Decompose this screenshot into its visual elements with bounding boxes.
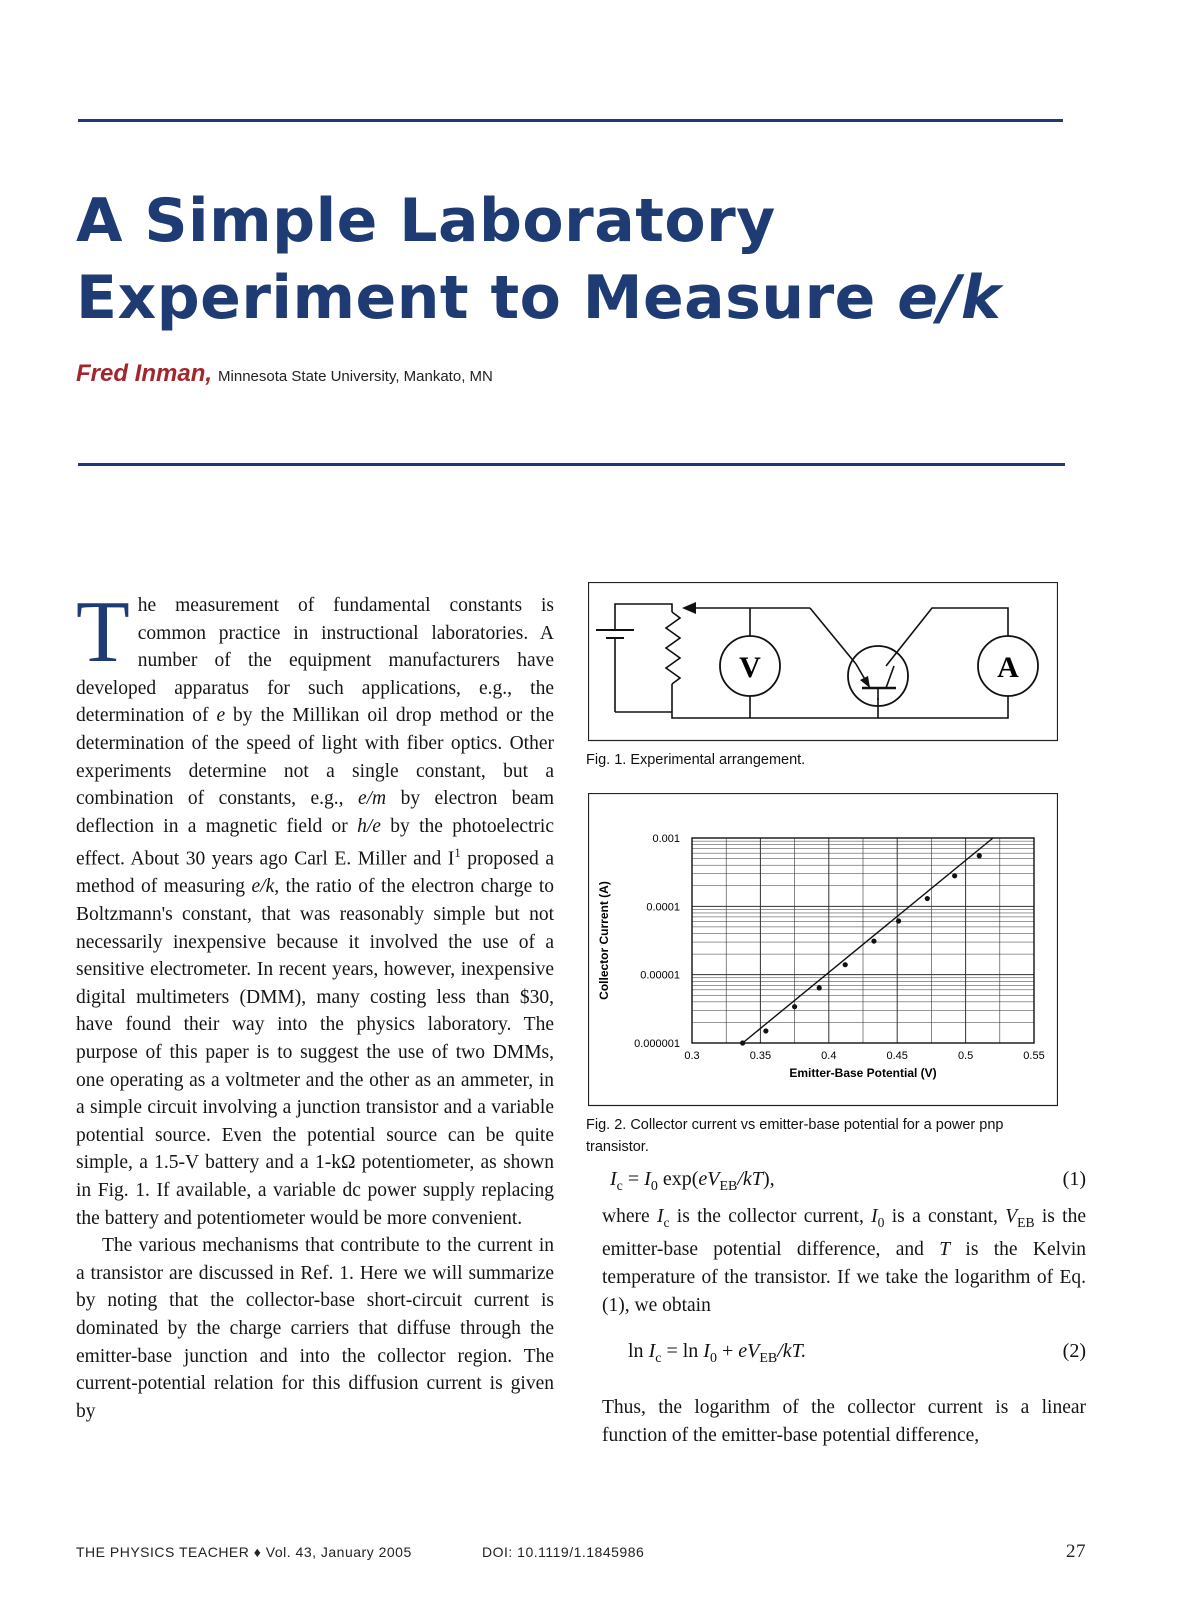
eq1-kt: /kT [737, 1168, 763, 1190]
equation-2-number: (2) [1062, 1340, 1086, 1362]
figure-1 [588, 582, 1058, 742]
p3-c: is a constant, [884, 1206, 1006, 1227]
data-point [977, 853, 982, 858]
eq2-ln: ln [628, 1340, 649, 1362]
circuit-diagram [588, 582, 1058, 742]
eq2-i0: I [703, 1340, 710, 1362]
data-point [817, 985, 822, 990]
emitter-arrow-icon [860, 676, 870, 688]
p3-e: is the Kelvin temperature of the transistor. If we take the logarithm of Eq. (1), we obtain [602, 1239, 1086, 1316]
p3-a: where [602, 1206, 657, 1227]
article-title [76, 183, 1086, 337]
y-axis-label: Collector Current (A) [597, 881, 611, 1000]
p3-i0: I [871, 1206, 878, 1227]
eq2-body [628, 1340, 807, 1366]
title-ek: e/k [897, 263, 1002, 333]
circuit-wires [596, 604, 1008, 718]
y-tick-label: 0.0001 [646, 901, 680, 914]
figure-1-caption: Fig. 1. Experimental arrangement. [586, 752, 806, 768]
x-tick-label: 0.5 [957, 1050, 974, 1062]
wire-to-transistor-emitter [810, 608, 856, 664]
eq2-eb: EB [759, 1351, 778, 1366]
eq1-eb: EB [719, 1179, 738, 1194]
wire-bottom-common [672, 698, 878, 718]
page-number: 27 [1066, 1541, 1086, 1562]
eq1-ic: I [610, 1168, 617, 1190]
paragraph-3 [602, 1203, 1086, 1319]
x-axis-label: Emitter-Base Potential (V) [789, 1066, 937, 1080]
eq2-ev: eV [738, 1340, 760, 1362]
chart-svg [588, 793, 1058, 1107]
reference-marker[interactable]: 1 [454, 846, 461, 861]
column-left [76, 584, 555, 1425]
eq1-ic-sub: c [616, 1179, 623, 1194]
p1-em: e/m [357, 788, 387, 810]
title-line-2-text: Experiment to Measure [76, 263, 898, 333]
eq1-eq: = [622, 1168, 645, 1190]
drop-cap: T [76, 584, 130, 681]
data-point [925, 896, 930, 901]
eq2-plus: + [716, 1340, 739, 1362]
p3-d: is the emitter-base potential difference, and [602, 1206, 1086, 1261]
p1-c: by electron beam deflection in a magnetic field or [76, 788, 554, 837]
wire-ammeter-bottom [878, 694, 1008, 718]
title-line-2 [76, 260, 1086, 337]
y-tick-labels [634, 833, 680, 1050]
data-point [763, 1028, 768, 1033]
p3-i0-sub: 0 [877, 1214, 885, 1230]
p1-f: , the ratio of the electron charge to Boltzmann's constant, that was reasonably simple but not necessarily inexpensive because it involved the use of a sensitive electrometer. In recent years, however, inexpensive digital multimeters (DMM), many costing less than $30, have found their way into the physics laboratory. The purpose of this paper is to suggest the use of two DMMs, one operating as a voltmeter and the other as an ammeter, in a simple circuit involving a junction transistor and a variable potential source. Even the potential source can be quite simple, a 1.5-V battery and a 1-kΩ potentiometer, as shown in Fig. 1. If available, a variable dc power supply replacing the battery and potentiometer would be more convenient. [76, 876, 554, 1229]
p1-e2: proposed a method of measuring [76, 848, 554, 898]
p1-a: he measurement of fundamental constants is common practice in instructional laboratories. A number of the equipment manufacturers have developed apparatus for such applications, e.g., the determination of [76, 595, 554, 727]
header-bottom-rule [78, 463, 1065, 466]
footer-doi[interactable]: DOI: 10.1119/1.1845986 [482, 1544, 645, 1560]
eq1-exp: exp( [657, 1168, 699, 1190]
wiper-arrow-icon [682, 602, 696, 614]
eq2-ic: I [648, 1340, 656, 1362]
chart-grid [692, 838, 1034, 1043]
potentiometer [666, 612, 680, 684]
p3-ic: I [656, 1206, 664, 1227]
p1-he: h/e [357, 815, 381, 837]
author-affiliation: Minnesota State University, Mankato, MN [218, 368, 493, 385]
top-rule [78, 119, 1063, 122]
data-point [792, 1004, 797, 1009]
x-tick-labels [684, 1050, 1044, 1062]
paragraph-4: Thus, the logarithm of the collector current is a linear function of the emitter-base potential difference, [602, 1397, 1086, 1446]
eq1-end: ), [762, 1168, 775, 1190]
p1-ek: e/k [251, 876, 275, 898]
x-tick-label: 0.3 [684, 1050, 700, 1062]
voltmeter-label: V [739, 651, 761, 684]
equation-1-number: (1) [1062, 1168, 1086, 1190]
p3-b: is the collector current, [669, 1206, 872, 1227]
p3-v-sub: EB [1017, 1214, 1035, 1230]
eq1-body [610, 1168, 775, 1194]
x-tick-label: 0.4 [821, 1050, 837, 1062]
page-footer [76, 1541, 1086, 1562]
equation-1 [602, 1168, 1086, 1195]
y-tick-label: 0.001 [652, 833, 680, 845]
paragraph-2: The various mechanisms that contribute to the current in a transistor are discussed in Ref. 1. Here we will summarize by noting that the collector-base short-circuit current is dominated by the charge carriers that diffuse through the emitter-base junction and into the collector region. The current-potential relation for this diffusion current is given by [76, 1235, 554, 1422]
data-points [740, 853, 982, 1045]
y-tick-label: 0.00001 [640, 969, 680, 982]
eq2-ic-sub: c [655, 1351, 662, 1366]
data-point [952, 873, 957, 878]
eq2-mid: = ln [661, 1340, 704, 1362]
x-tick-label: 0.45 [886, 1050, 908, 1062]
p1-b: by the Millikan oil drop method or the determination of the speed of light with fiber optics. Other experiments determine not a single constant, but a combination of constants, e.g., [76, 705, 555, 810]
transistor-collector [886, 666, 894, 688]
eq1-ev: eV [698, 1168, 720, 1190]
figure-2-caption: Fig. 2. Collector current vs emitter-base potential for a power pnp transistor. [586, 1117, 1004, 1155]
title-line-1: A Simple Laboratory [76, 186, 776, 256]
paragraph-1 [76, 584, 555, 1232]
equation-2 [602, 1340, 1086, 1367]
figure-2 [588, 793, 1058, 1107]
ammeter-label: A [997, 651, 1019, 684]
fit-line [743, 838, 993, 1043]
y-tick-label: 0.000001 [634, 1038, 680, 1050]
footer-journal: THE PHYSICS TEACHER ♦ Vol. 43, January 2005 [76, 1544, 412, 1560]
eq1-i0: I [644, 1168, 651, 1190]
author-name: Fred Inman, [76, 360, 213, 387]
eq2-i0-sub: 0 [709, 1351, 717, 1366]
data-point [871, 938, 876, 943]
p3-t: T [939, 1239, 951, 1261]
data-point [896, 918, 901, 923]
p3-v: V [1005, 1206, 1018, 1227]
x-tick-label: 0.35 [749, 1050, 772, 1062]
data-point [843, 962, 848, 967]
p3-ic-sub: c [663, 1214, 670, 1230]
wire-battery-top [615, 604, 672, 630]
eq2-kt: /kT. [777, 1340, 807, 1362]
p1-d: by the photoelectric effect. About 30 years ago Carl E. Miller and I [76, 815, 555, 870]
x-tick-label: 0.55 [1023, 1050, 1045, 1062]
p1-e: e [216, 705, 226, 727]
byline [76, 360, 493, 388]
eq1-i0-sub: 0 [650, 1179, 658, 1194]
data-point [740, 1040, 745, 1045]
